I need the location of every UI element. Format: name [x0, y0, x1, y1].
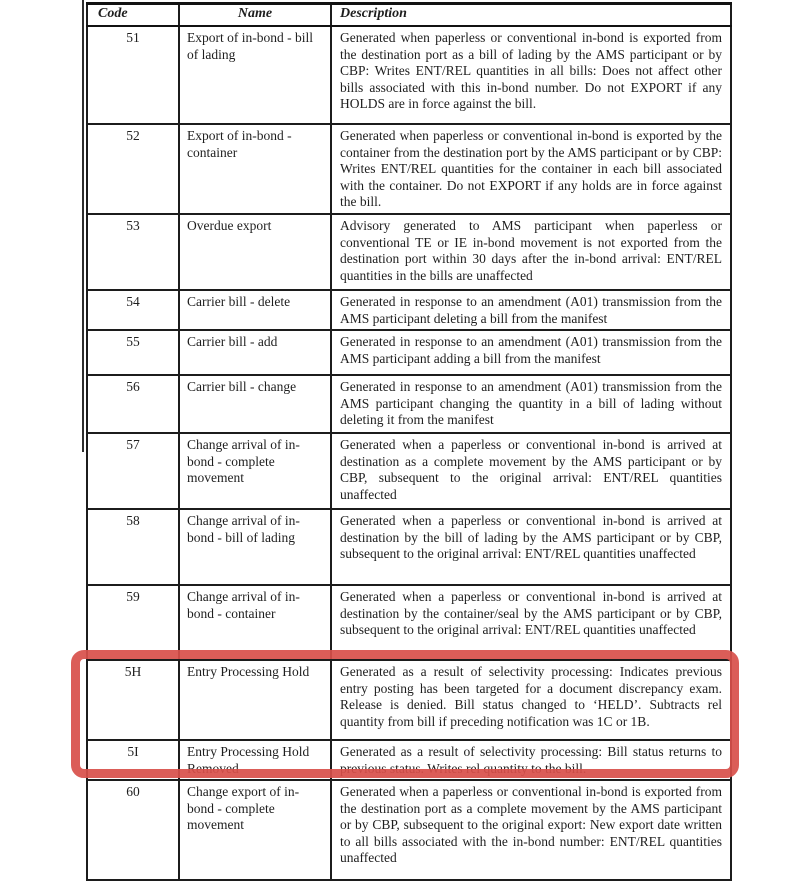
code-cell: 58 [87, 509, 179, 585]
table-header [87, 4, 731, 27]
page-left-rule [82, 0, 84, 452]
code-cell: 56 [87, 375, 179, 433]
description-cell: Generated when paperless or conventional in-bond is exported by the container from the destination port by the AMS participant or by CBP: Writes ENT/REL quantities for the container in each bill associated with the container. Do not EXPORT if any holds are in force against the bill. [331, 124, 731, 214]
name-cell: Change arrival of in-bond - container [179, 585, 331, 660]
table-row-56 [87, 375, 731, 433]
name-cell: Carrier bill - add [179, 330, 331, 375]
code-cell: 52 [87, 124, 179, 214]
disposition-code-table [86, 2, 732, 881]
name-cell: Carrier bill - change [179, 375, 331, 433]
table-row-5I [87, 740, 731, 780]
description-cell: Generated in response to an amendment (A01) transmission from the AMS participant changing the quantity in a bill of lading without deleting it from the manifest [331, 375, 731, 433]
name-cell: Entry Processing Hold Removed [179, 740, 331, 780]
description-cell: Generated when a paperless or conventional in-bond is arrived at destination by the bill of lading by the AMS participant or by CBP, subsequent to the original arrival: ENT/REL quantities unaffected [331, 509, 731, 585]
header-name: Name [179, 4, 331, 27]
code-cell: 54 [87, 290, 179, 330]
table-row-54 [87, 290, 731, 330]
description-cell: Generated as a result of selectivity processing: Indicates previous entry posting has been targeted for a document discrepancy exam. Release is denied. Bill status changed to ‘HELD’. Subtracts rel quantity from bill if preceding notification was 1C or 1B. [331, 660, 731, 740]
name-cell: Overdue export [179, 214, 331, 290]
code-cell: 60 [87, 780, 179, 880]
table-row-53 [87, 214, 731, 290]
code-cell: 51 [87, 26, 179, 124]
name-cell: Export of in-bond - container [179, 124, 331, 214]
code-cell: 5I [87, 740, 179, 780]
name-cell: Change export of in-bond - complete movement [179, 780, 331, 880]
table-body [87, 26, 731, 880]
table-row-57 [87, 433, 731, 509]
code-cell: 57 [87, 433, 179, 509]
table-row-51 [87, 26, 731, 124]
table-row-5H [87, 660, 731, 740]
name-cell: Change arrival of in-bond - bill of lading [179, 509, 331, 585]
name-cell: Carrier bill - delete [179, 290, 331, 330]
description-cell: Generated as a result of selectivity processing: Bill status returns to previous status. Writes rel quantity to the bill. [331, 740, 731, 780]
table-row-59 [87, 585, 731, 660]
table-row-52 [87, 124, 731, 214]
code-cell: 55 [87, 330, 179, 375]
table-row-58 [87, 509, 731, 585]
description-cell: Generated in response to an amendment (A01) transmission from the AMS participant adding a bill from the manifest [331, 330, 731, 375]
description-cell: Generated when a paperless or conventional in-bond is arrived at destination as a complete movement by the AMS participant or by CBP, subsequent to the original arrival: ENT/REL quantities unaffected [331, 433, 731, 509]
header-code: Code [87, 4, 179, 27]
code-cell: 5H [87, 660, 179, 740]
code-cell: 53 [87, 214, 179, 290]
description-cell: Generated in response to an amendment (A01) transmission from the AMS participant deleting a bill from the manifest [331, 290, 731, 330]
name-cell: Export of in-bond - bill of lading [179, 26, 331, 124]
table-row-55 [87, 330, 731, 375]
header-description: Description [331, 4, 731, 27]
description-cell: Advisory generated to AMS participant when paperless or conventional TE or IE in-bond movement is not exported from the destination port within 30 days after the in-bond arrival: ENT/REL quantities in the bills are unaffected [331, 214, 731, 290]
code-cell: 59 [87, 585, 179, 660]
description-cell: Generated when paperless or conventional in-bond is exported from the destination port as a bill of lading by the AMS participant or by CBP: Writes ENT/REL quantities in all bills: Does not affect other bills associated with this in-bond number. Do not EXPORT if any HOLDS are in force against the bill. [331, 26, 731, 124]
name-cell: Change arrival of in-bond - complete movement [179, 433, 331, 509]
header-row [87, 4, 731, 27]
name-cell: Entry Processing Hold [179, 660, 331, 740]
description-cell: Generated when a paperless or conventional in-bond is exported from the destination port as a complete movement by the AMS participant or by CBP, subsequent to the original export: New export date written to all bills associated with the in-bond number: ENT/REL quantities unaffected [331, 780, 731, 880]
table-row-60 [87, 780, 731, 880]
description-cell: Generated when a paperless or conventional in-bond is arrived at destination by the container/seal by the AMS participant or by CBP, subsequent to the original arrival: ENT/REL quantities unaffected [331, 585, 731, 660]
